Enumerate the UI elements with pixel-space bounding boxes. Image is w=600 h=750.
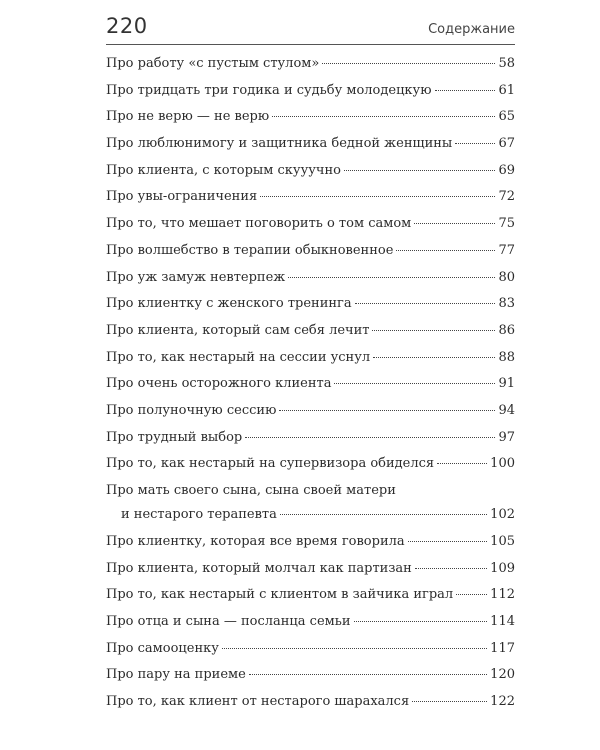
toc-entry — [106, 614, 515, 630]
dot-leader — [414, 223, 495, 224]
toc-entry-page: 102 — [490, 507, 515, 522]
toc-entry — [106, 216, 515, 232]
toc-entry-page: 112 — [490, 587, 515, 602]
toc-entry-title-continued: и нестарого терапевта — [121, 507, 277, 522]
toc-entry-page: 114 — [490, 614, 515, 629]
dot-leader — [355, 303, 496, 304]
toc-entry-page: 97 — [498, 430, 515, 445]
toc-entry — [106, 109, 515, 125]
toc-entry — [106, 483, 515, 523]
toc-entry — [106, 694, 515, 710]
toc-entry — [106, 376, 515, 392]
toc-entry-title: Про клиента, который молчал как партизан — [106, 561, 412, 576]
dot-leader — [408, 541, 488, 542]
toc-entry-title: Про то, как нестарый на супервизора обиделся — [106, 456, 435, 471]
toc-entry-page: 105 — [490, 534, 515, 549]
dot-leader — [437, 463, 487, 464]
toc-entry — [106, 534, 515, 550]
dot-leader — [372, 330, 495, 331]
dot-leader — [279, 410, 495, 411]
dot-leader — [412, 701, 487, 702]
toc-entry-title: Про очень осторожного клиента — [106, 376, 332, 391]
dot-leader — [322, 63, 495, 64]
dot-leader — [280, 514, 487, 515]
toc-entry-page: 58 — [498, 56, 515, 71]
toc-entry-page: 91 — [498, 376, 515, 391]
toc-entry-page: 88 — [498, 350, 515, 365]
toc-entry-title: Про самооценку — [106, 641, 219, 656]
toc-entry-title: Про клиента, который сам себя лечит — [106, 323, 370, 338]
toc-entry-title: Про тридцать три годика и судьбу молодецкую — [106, 83, 432, 98]
page-header — [106, 14, 515, 42]
toc-entry-page: 86 — [498, 323, 515, 338]
toc-entry-title: Про уж замуж невтерпеж — [106, 270, 286, 285]
toc-entry-title: Про пару на приеме — [106, 667, 246, 682]
toc-entry — [106, 430, 515, 446]
toc-entry-title: Про увы-ограничения — [106, 189, 258, 204]
toc-entry — [106, 189, 515, 205]
toc-entry-title: Про отца и сына — посланца семьи — [106, 614, 351, 629]
toc-entry-page: 109 — [490, 561, 515, 576]
dot-leader — [260, 196, 495, 197]
toc-entry-page: 80 — [498, 270, 515, 285]
toc-entry-page: 94 — [498, 403, 515, 418]
toc-entry-title: Про мать своего сына, сына своей матери — [106, 483, 396, 498]
toc-entry-page: 75 — [498, 216, 515, 231]
toc-entry — [106, 296, 515, 312]
toc-entry-page: 100 — [490, 456, 515, 471]
toc-entry — [106, 456, 515, 472]
toc-entry — [106, 243, 515, 259]
toc-entry-title: Про то, что мешает поговорить о том самом — [106, 216, 412, 231]
toc-entry-title: Про волшебство в терапии обыкновенное — [106, 243, 394, 258]
toc-entry-title: Про клиента, с которым скууучно — [106, 163, 341, 178]
toc-entry-page: 61 — [498, 83, 515, 98]
dot-leader — [456, 594, 487, 595]
dot-leader — [354, 621, 488, 622]
dot-leader — [334, 383, 495, 384]
dot-leader — [455, 143, 495, 144]
toc-entry — [106, 587, 515, 603]
dot-leader — [249, 674, 487, 675]
dot-leader — [222, 648, 487, 649]
toc-entry — [106, 270, 515, 286]
toc-entry-title: Про клиентку, которая все время говорила — [106, 534, 405, 549]
dot-leader — [344, 170, 495, 171]
toc-entry-title: Про то, как нестарый на сессии уснул — [106, 350, 371, 365]
toc-entry — [106, 403, 515, 419]
toc-entry-title: Про люблюнимогу и защитника бедной женщины — [106, 136, 453, 151]
toc-entry-page: 77 — [498, 243, 515, 258]
toc-entry — [106, 641, 515, 657]
toc-entry-page: 120 — [490, 667, 515, 682]
toc-entry-title: Про не верю — не верю — [106, 109, 270, 124]
toc-entry-page: 72 — [498, 189, 515, 204]
running-head: Содержание — [428, 22, 515, 37]
toc-entry-page: 67 — [498, 136, 515, 151]
toc-entry-page: 65 — [498, 109, 515, 124]
toc-entry — [106, 56, 515, 72]
toc-entry-page: 117 — [490, 641, 515, 656]
toc-entry — [106, 323, 515, 339]
toc-entry — [106, 561, 515, 577]
dot-leader — [245, 437, 495, 438]
dot-leader — [396, 250, 495, 251]
dot-leader — [415, 568, 487, 569]
dot-leader — [435, 90, 496, 91]
toc-entry-title: Про клиентку с женского тренинга — [106, 296, 352, 311]
dot-leader — [373, 357, 495, 358]
toc-entry-page: 83 — [498, 296, 515, 311]
page-number: 220 — [106, 14, 148, 38]
header-rule — [106, 44, 515, 45]
toc-entry-page: 69 — [498, 163, 515, 178]
dot-leader — [288, 277, 495, 278]
toc-entry-title: Про полуночную сессию — [106, 403, 277, 418]
toc-entry-title: Про то, как нестарый с клиентом в зайчика играл — [106, 587, 454, 602]
toc-entry — [106, 163, 515, 179]
toc-entry-title: Про трудный выбор — [106, 430, 243, 445]
toc-entry-title: Про то, как клиент от нестарого шарахался — [106, 694, 410, 709]
toc-entry — [106, 350, 515, 366]
toc-entry-page: 122 — [490, 694, 515, 709]
toc-entry-title: Про работу «с пустым стулом» — [106, 56, 320, 71]
toc-entry — [106, 667, 515, 683]
toc-entry — [106, 136, 515, 152]
dot-leader — [272, 116, 495, 117]
toc-entry — [106, 83, 515, 99]
